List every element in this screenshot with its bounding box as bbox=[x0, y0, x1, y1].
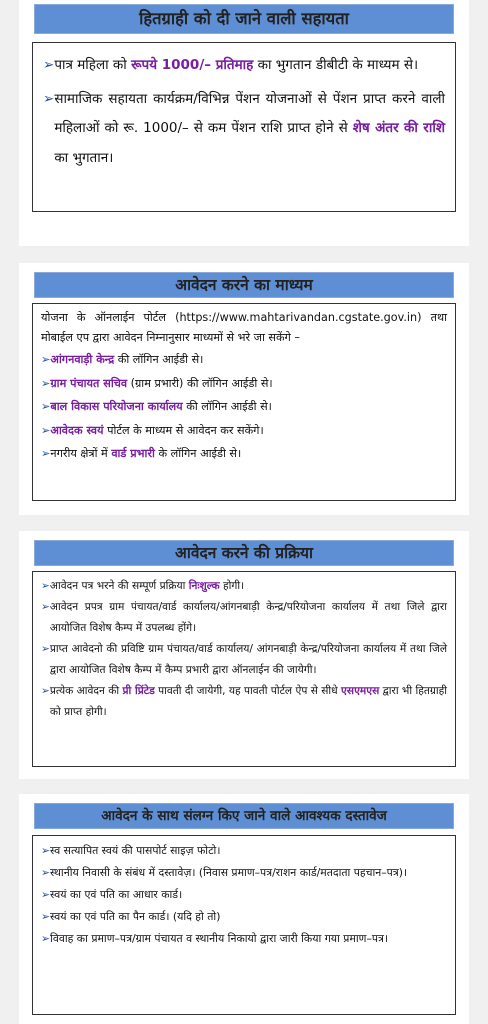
arrow-bullet-icon: ➢ bbox=[41, 580, 50, 592]
list-item: ➢ बाल विकास परियोजना कार्यालय की लॉगिन आईडी से। bbox=[41, 395, 447, 419]
section-documents-box bbox=[32, 835, 456, 1015]
arrow-bullet-icon: ➢ bbox=[41, 447, 51, 460]
list-item: ➢ नगरीय क्षेत्रों में वार्ड प्रभारी के लॉगिन आईडी से। bbox=[41, 442, 447, 466]
list-item: ➢ प्रत्येक आवेदन की प्री प्रिंटेड पावती दी जायेगी, यह पावती पोर्टल ऐप से सीधे एसएमएस द्वारा भी हितग्राही को प्राप्त होगी। bbox=[41, 681, 447, 723]
arrow-bullet-icon: ➢ bbox=[41, 888, 51, 901]
section-application-process-title: आवेदन करने की प्रक्रिया bbox=[34, 540, 454, 566]
list-item: ➢ स्व सत्यापित स्वयं की पासपोर्ट साइज़ फोटो। bbox=[41, 840, 447, 862]
list-item: ➢ स्थानीय निवासी के संबंध में दस्तावेज़। (निवास प्रमाण–पत्र/राशन कार्ड/मतदाता पहचान–पत्र)। bbox=[41, 862, 447, 884]
arrow-bullet-icon: ➢ bbox=[43, 90, 55, 107]
list-item: ➢ विवाह का प्रमाण–पत्र/ग्राम पंचायत व स्थानीय निकायो द्वारा जारी किया गया प्रमाण–पत्र। bbox=[41, 928, 447, 950]
section-benefits-box bbox=[32, 42, 456, 212]
list-item: ➢ स्वयं का एवं पति का आधार कार्ड। bbox=[41, 884, 447, 906]
arrow-bullet-icon: ➢ bbox=[41, 932, 51, 945]
list-item: ➢ आंगनवाड़ी केन्द्र की लॉगिन आईडी से। bbox=[41, 348, 447, 372]
list-item: ➢ पात्र महिला को रूपये 1000/– प्रतिमाह का भुगतान डीबीटी के माध्यम से। bbox=[43, 51, 445, 81]
list-item: ➢ स्वयं का एवं पति का पैन कार्ड। (यदि हो तो) bbox=[41, 906, 447, 928]
section-application-process-box bbox=[32, 571, 456, 767]
arrow-bullet-icon: ➢ bbox=[41, 910, 51, 923]
arrow-bullet-icon: ➢ bbox=[41, 866, 51, 879]
list-item: ➢ प्राप्त आवेदनो की प्रविष्टि ग्राम पंचायत/वार्ड कार्यालय/ आंगनबाड़ी केन्द्र/परियोजना कार्यालय में तथा जिले द्वारा आयोजित विशेष कैम्प में कैम्प प्रभारी द्वारा ऑनलाईन की जायेगी। bbox=[41, 639, 447, 681]
arrow-bullet-icon: ➢ bbox=[41, 423, 51, 437]
arrow-bullet-icon: ➢ bbox=[41, 601, 50, 613]
section-application-process-card bbox=[19, 531, 469, 779]
arrow-bullet-icon: ➢ bbox=[41, 844, 51, 857]
arrow-bullet-icon: ➢ bbox=[43, 57, 55, 73]
list-item: ➢ आवेदक स्वयं पोर्टल के माध्यम से आवेदन कर सकेंगे। bbox=[41, 419, 447, 443]
section-benefits-card bbox=[19, 0, 469, 246]
section-application-medium-card bbox=[19, 263, 469, 515]
arrow-bullet-icon: ➢ bbox=[41, 376, 51, 390]
list-item: ➢ आवेदन पत्र भरने की सम्पूर्ण प्रक्रिया निःशुल्क होगी। bbox=[41, 576, 447, 597]
section-benefits-title: हितग्राही को दी जाने वाली सहायता bbox=[34, 4, 454, 34]
arrow-bullet-icon: ➢ bbox=[41, 685, 50, 697]
arrow-bullet-icon: ➢ bbox=[41, 643, 50, 655]
intro-text: योजना के ऑनलाईन पोर्टल (https://www.mahtarivandan.cgstate.gov.in) तथा मोबाईल एप द्वारा आवेदन निम्नानुसार माध्यमों से भरे जा सकेंगे – bbox=[41, 311, 447, 344]
arrow-bullet-icon: ➢ bbox=[41, 400, 51, 413]
arrow-bullet-icon: ➢ bbox=[41, 353, 51, 366]
list-item: ➢ आवेदन प्रपत्र ग्राम पंचायत/वार्ड कार्यालय/आंगनबाड़ी केन्द्र/परियोजना कार्यालय में तथा जिले द्वारा आयोजित विशेष कैम्प में उपलब्ध होंगे। bbox=[41, 597, 447, 639]
section-application-medium-title: आवेदन करने का माध्यम bbox=[34, 272, 454, 298]
section-documents-card bbox=[19, 794, 469, 1024]
list-item: ➢ ग्राम पंचायत सचिव (ग्राम प्रभारी) की लॉगिन आईडी से। bbox=[41, 372, 447, 396]
list-item: ➢ सामाजिक सहायता कार्यक्रम/विभिन्न पेंशन योजनाओं से पेंशन प्राप्त करने वाली महिलाओं को रू. 1000/– से कम पेंशन राशि प्राप्त होने से शेष अंतर की राशि का भुगतान। bbox=[43, 85, 445, 174]
section-application-medium-box bbox=[32, 303, 456, 501]
section-documents-title: आवेदन के साथ संलग्न किए जाने वाले आवश्यक दस्तावेज bbox=[34, 803, 454, 829]
